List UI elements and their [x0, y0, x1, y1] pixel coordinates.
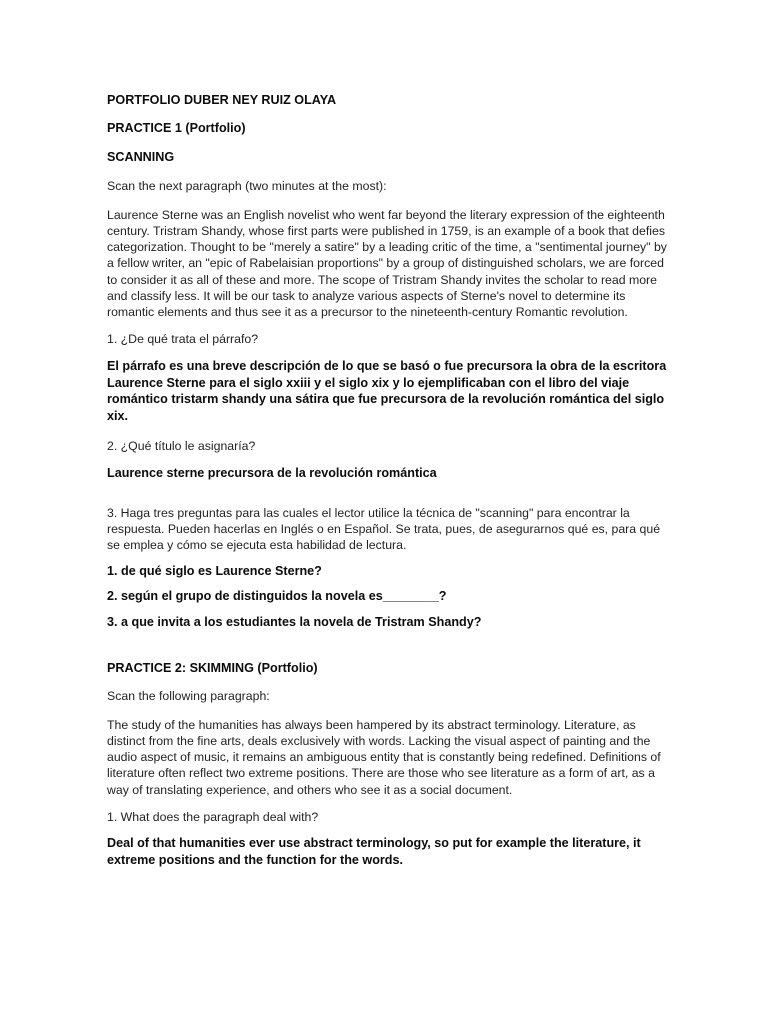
- document-title: PORTFOLIO DUBER NEY RUIZ OLAYA: [107, 93, 337, 107]
- answer-3-item: 3. a que invita a los estudiantes la novela de Tristram Shandy?: [107, 614, 482, 629]
- practice-1-heading: PRACTICE 1 (Portfolio): [107, 120, 246, 135]
- answer-2: Laurence sterne precursora de la revolución romántica: [107, 465, 437, 480]
- question-1: 1. ¿De qué trata el párrafo?: [107, 332, 259, 347]
- answer-3-item: 2. según el grupo de distinguidos la novela es________?: [107, 589, 447, 604]
- scanning-section-heading: SCANNING: [107, 150, 175, 164]
- skimming-question-1: 1. What does the paragraph deal with?: [107, 809, 319, 824]
- document-page: [107, 92, 667, 868]
- scanning-paragraph: Laurence Sterne was an English novelist who went far beyond the literary expression of the eighteenth century. Tristram Shandy, whose first parts were published in 1759, is an example of a book that defies categorization. Thought to be "merely a satire" by a leading critic of the time, a "sentimental journey" by a fellow writer, an "epic of Rabelaisian proportions" by a group of distinguished scholars, we are forced to consider it as all of these and more. The scope of Tristram Shandy invites the scholar to read more and classify less. It will be our task to analyze various aspects of Sterne's novel to determine its romantic elements and thus see it as a precursor to the nineteenth-century Romantic revolution.: [107, 207, 667, 319]
- skimming-paragraph: The study of the humanities has always been hampered by its abstract terminology. Literature, as distinct from the fine arts, deals exclusively with words. Lacking the visual aspect of painting and the audio aspect of music, it remains an ambiguous entity that is constantly being redefined. Definitions of literature often reflect two extreme positions. There are those who see literature as a form of art, as a way of translating experience, and others who see it as a social document.: [107, 717, 661, 797]
- skimming-instruction: Scan the following paragraph:: [107, 688, 270, 703]
- question-3: 3. Haga tres preguntas para las cuales el lector utilice la técnica de "scanning" para encontrar la respuesta. Pueden hacerlas en Inglés o en Español. Se trata, pues, de asegurarnos qué es, para qué se emplea y cómo se ejecuta esta habilidad de lectura.: [107, 506, 661, 553]
- answer-1: El párrafo es una breve descripción de lo que se basó o fue precursora la obra de la escritora Laurence Sterne para el siglo xxiii y el siglo xix y lo ejemplificaban con el libro del viaje romántico tristarm shandy una sátira que fue precursora de la revolución romántica del siglo xix.: [107, 359, 667, 423]
- scanning-instruction: Scan the next paragraph (two minutes at the most):: [107, 178, 387, 193]
- question-2: 2. ¿Qué título le asignaría?: [107, 439, 256, 454]
- skimming-answer-1: Deal of that humanities ever use abstract terminology, so put for example the literature, it extreme positions and the function for the words.: [107, 836, 641, 867]
- answer-3-item: 1. de qué siglo es Laurence Sterne?: [107, 563, 322, 578]
- practice-2-heading: PRACTICE 2: SKIMMING (Portfolio): [107, 661, 318, 676]
